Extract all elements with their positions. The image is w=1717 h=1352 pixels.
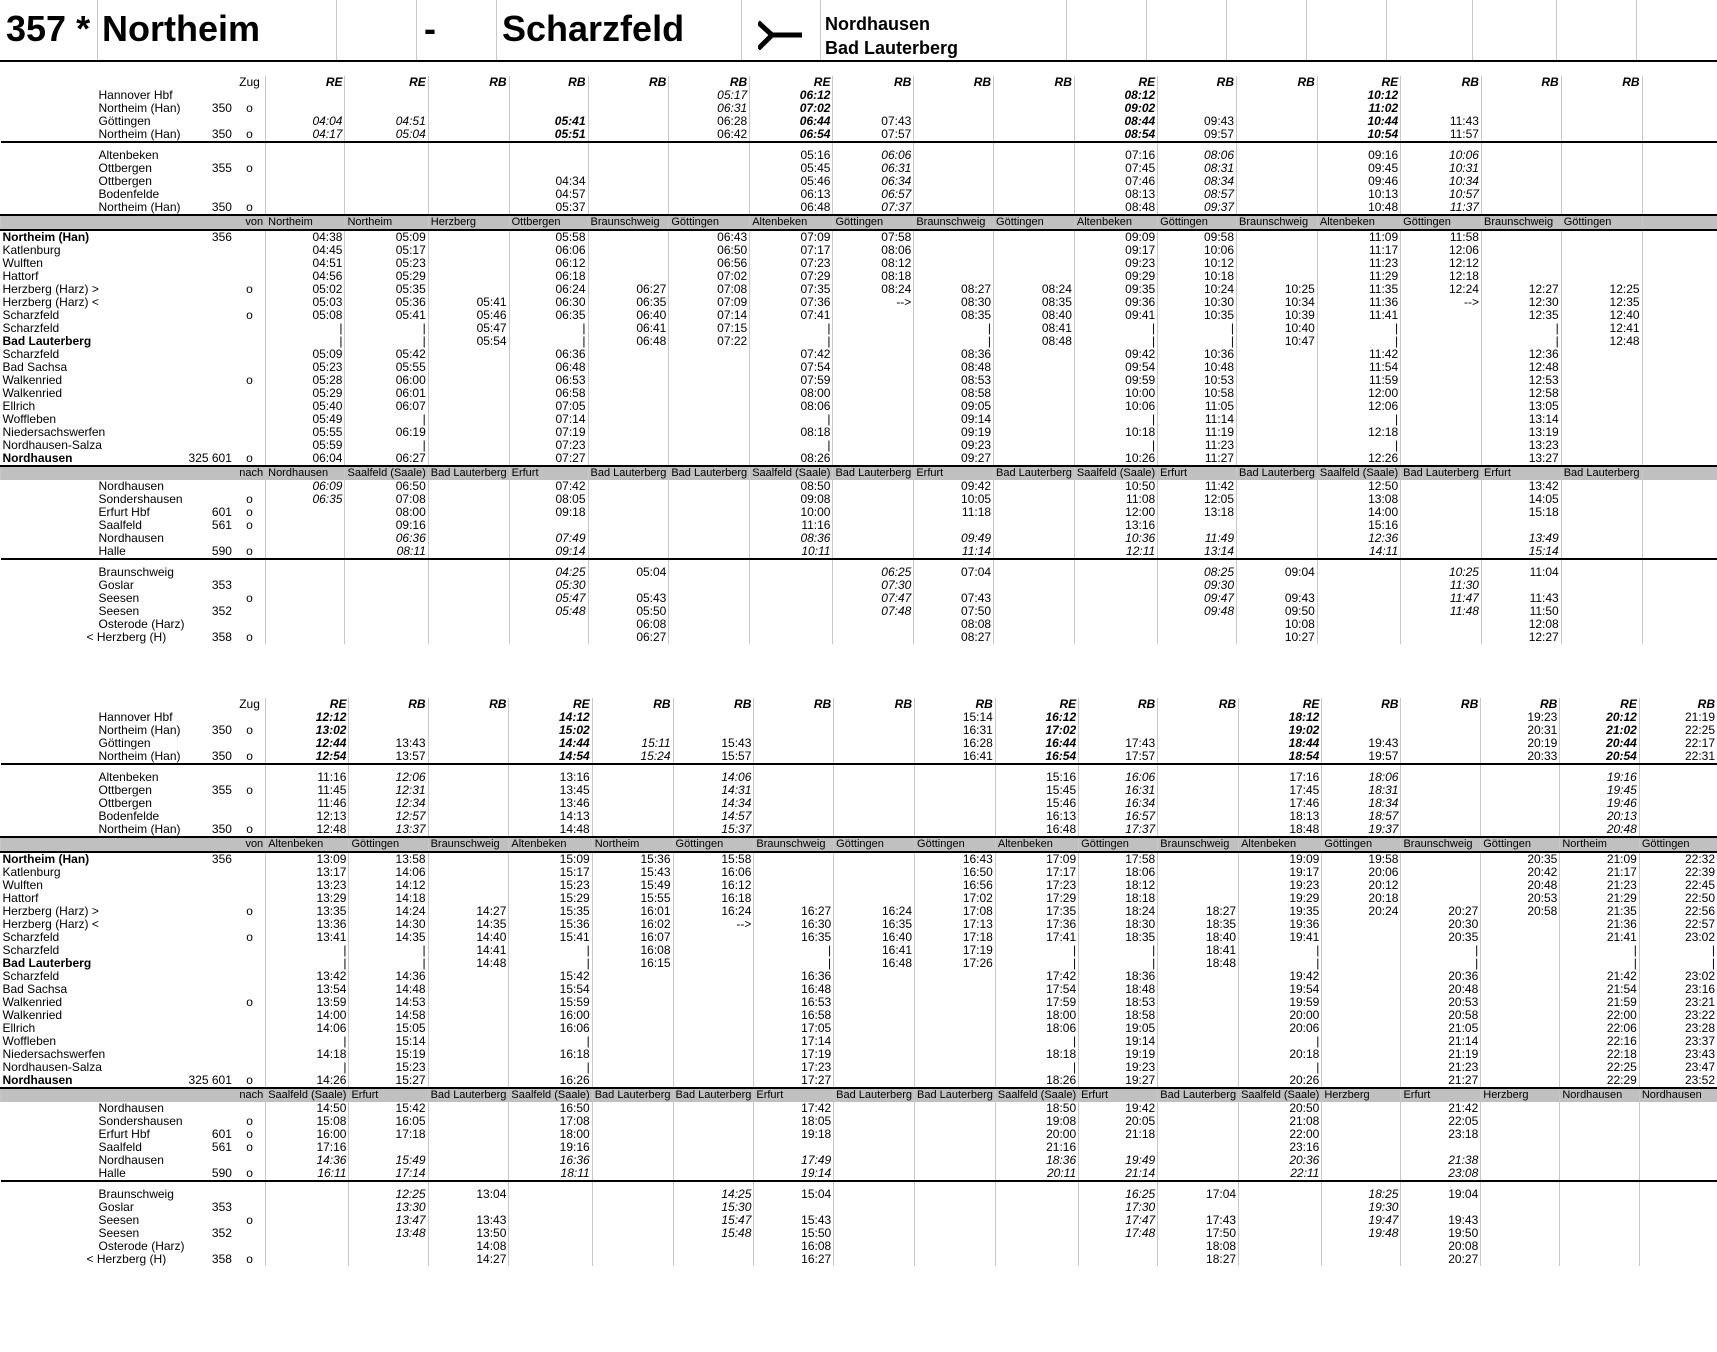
station-name: Scharzfeld [2,931,60,944]
train-type: RB [1158,76,1237,89]
train-type: RB [673,698,754,711]
timetable-row: Walkenried 05:29 06:01 06:58 08:00 08:58 10:00 10:58 12:00 12:58 [1,387,1717,400]
train-type-row [1,76,1717,89]
timetable-row: Nordhausen 06:36 07:49 08:36 09:49 10:36 11:49 12:36 13:49 [1,532,1717,545]
station-name: Seesen [98,1213,140,1227]
station-name: Seesen [98,1226,140,1240]
train-type: RB [349,698,428,711]
station-name: Northeim (Han) [98,822,181,836]
station-name: Osterode (Harz) [98,1239,185,1253]
station-name: Altenbeken [98,148,159,162]
station-name: Woffleben [2,1035,57,1048]
station-name: Scharzfeld [2,944,60,957]
train-type: RB [914,76,994,89]
timetable-row: Sondershausen o 15:08 16:05 17:08 18:05 19:08 20:05 21:08 22:05 [1,1115,1717,1128]
timetable-row: Northeim (Han) 356 13:09 13:58 15:09 15:36 15:58 16:43 17:09 17:58 19:09 19:58 20:35 21:09 22:32 [2,852,1715,866]
station-name: < Herzberg (H) [86,1252,167,1266]
branch-destination-2: Bad Lauterberg [825,38,959,58]
timetable-row: Ellrich 14:06 15:05 16:06 17:05 18:06 19:05 20:06 21:05 22:06 23:28 [2,1022,1715,1035]
station-name: Northeim (Han) [98,200,181,214]
station-name: Nordhausen-Salza [2,439,102,452]
timetable-row: Hattorf 13:29 14:18 15:29 15:55 16:18 17:02 17:29 18:18 19:29 20:18 20:53 21:29 22:50 [2,892,1715,905]
timetable-row: Seesen o 05:47 05:43 07:47 07:43 09:47 09:43 11:47 11:43 [1,592,1717,605]
destination-band: nach Nordhausen Saalfeld (Saale) Bad Lauterberg Erfurt Bad Lauterberg Bad Lauterberg Saalfeld (Saale) Bad Lauterberg Erfurt Bad Lauterberg Saalfeld (Saale) Erfurt Bad Lauterberg Saalfeld (Saale) Bad Lauterberg Erfurt Bad Lauterberg [1,466,1717,480]
station-name: Walkenried [2,1009,63,1022]
station-name: Seesen [98,604,140,618]
train-type: RB [915,698,996,711]
timetable-row: Ellrich 05:40 06:07 07:05 08:06 09:05 10:06 11:05 12:06 13:05 [1,400,1717,413]
station-name: < Herzberg (H) [86,630,167,644]
timetable-row: < Herzberg (H) 358 o 06:27 08:27 10:27 12:27 [1,631,1717,644]
station-name: Seesen [98,591,140,605]
train-type: RB [1639,698,1717,711]
timetable-row: Northeim (Han) 350 o 04:17 05:04 05:51 06:42 06:54 07:57 08:54 09:57 10:54 11:57 [1,128,1717,142]
timetable-row: < Herzberg (H) 358 o 14:27 16:27 18:27 20:27 [1,1253,1717,1266]
timetable-row: Osterode (Harz) 14:08 16:08 18:08 20:08 [1,1240,1717,1253]
station-name: Altenbeken [98,770,159,784]
timetable-row: Scharzfeld | | 14:41 | 16:08 | 16:41 17:19 | | 18:41 | | | | [2,944,1715,957]
train-type: RB [1079,698,1158,711]
timetable-row: Katlenburg 04:45 05:17 06:06 06:50 07:17 08:06 09:17 10:06 11:17 12:06 [1,244,1717,257]
station-name: Woffleben [2,413,57,426]
station-name: Herzberg (Harz) > [2,905,99,918]
timetable-row: Walkenried 14:00 14:58 16:00 16:58 18:00 18:58 20:00 20:58 22:00 23:22 [2,1009,1715,1022]
train-type: RB [1401,76,1482,89]
timetable-row: Hattorf 04:56 05:29 06:18 07:02 07:29 08:18 09:29 10:18 11:29 12:18 [1,270,1717,283]
station-name: Walkenried [2,996,63,1009]
train-label: Zug [239,698,260,711]
timetable-row: Halle 590 o 08:11 09:14 10:11 11:14 12:11 13:14 14:11 15:14 [1,545,1717,559]
station-name: Erfurt Hbf [98,1127,150,1141]
timetable-row: Niedersachswerfen 05:55 06:19 07:19 08:18 09:19 10:18 11:19 12:18 13:19 [1,426,1717,439]
timetable-row: Bodenfelde 12:13 12:57 14:13 14:57 16:13 16:57 18:13 18:57 20:13 [1,810,1717,823]
timetable-row: Nordhausen 325 601 o 06:04 06:27 07:27 08:26 09:27 10:26 11:27 12:26 13:27 [1,452,1717,466]
timetable-row: Scharzfeld o 13:41 14:35 14:40 15:41 16:07 16:35 16:40 17:18 17:41 18:35 18:40 19:41 20:35 21:41 23:02 [2,931,1715,944]
station-name: Northeim (Han) [98,127,181,141]
station-name: Halle [98,1166,126,1180]
train-type: RE [509,698,592,711]
branch-arrow-icon [758,20,802,55]
timetable-row: Scharzfeld | | 05:47 | 06:41 07:15 | | 08:41 | | 10:40 | | 12:41 [1,322,1717,335]
timetable-row: Woffleben | 15:14 | 17:14 | 19:14 | 21:14 22:16 23:37 [2,1035,1715,1048]
timetable-row: Göttingen 04:04 04:51 05:41 06:28 06:44 07:43 08:44 09:43 10:44 11:43 [1,115,1717,128]
station-name: Osterode (Harz) [98,617,185,631]
train-type: RE [1560,698,1640,711]
train-type: RE [266,76,345,89]
station-name: Scharzfeld [2,322,60,335]
station-name: Herzberg (Harz) < [2,918,99,931]
timetable-row: Ottbergen 04:34 05:46 06:34 07:46 08:34 09:46 10:34 [1,175,1717,188]
timetable-row: Katlenburg 13:17 14:06 15:17 15:43 16:06 16:50 17:17 18:06 19:17 20:06 20:42 21:17 22:39 [2,866,1715,879]
timetable-row: Wulften 04:51 05:23 06:12 06:56 07:23 08:12 09:23 10:12 11:23 12:12 [1,257,1717,270]
timetable-row: Ottbergen 355 o 11:45 12:31 13:45 14:31 15:45 16:31 17:45 18:31 19:45 [1,784,1717,797]
station-name: Northeim (Han) [98,723,181,737]
timetable-row: Sondershausen o 06:35 07:08 08:05 09:08 10:05 11:08 12:05 13:08 14:05 [1,493,1717,506]
station-name: Sondershausen [98,492,183,506]
route-dash: - [424,8,436,49]
station-name: Bad Sachsa [2,361,68,374]
station-name: Northeim (Han) [98,101,181,115]
timetable-row: Altenbeken 05:16 06:06 07:16 08:06 09:16 10:06 [1,149,1717,162]
train-type: RB [1481,698,1560,711]
timetable-row: Northeim (Han) 350 o 05:37 06:48 07:37 08:48 09:37 10:48 11:37 [1,201,1717,215]
station-name: Katlenburg [2,866,61,879]
station-name: Bad Lauterberg [2,957,92,970]
timetable-row: Walkenried o 05:28 06:00 06:53 07:59 08:53 09:59 10:53 11:59 12:53 [1,374,1717,387]
timetable-row: Nordhausen 14:50 15:42 16:50 17:42 18:50 19:42 20:50 21:42 [1,1102,1717,1115]
station-name: Bad Sachsa [2,983,68,996]
timetable-row: Saalfeld 561 o 09:16 11:16 13:16 15:16 [1,519,1717,532]
train-type: RE [995,698,1078,711]
timetable-row: Herzberg (Harz) > o 05:02 05:35 06:24 06:27 07:08 07:35 08:24 08:27 08:24 09:35 10:24 10:25 11:35 12:24 12:27 12:25 [1,283,1717,296]
timetable-row: Bad Lauterberg | | 14:48 | 16:15 | 16:48 17:26 | | 18:48 | | | | [2,957,1715,970]
timetable-row: Walkenried o 13:59 14:53 15:59 16:53 17:59 18:53 19:59 20:53 21:59 23:21 [2,996,1715,1009]
timetable-row: Saalfeld 561 o 17:16 19:16 21:16 23:16 [1,1141,1717,1154]
train-type-row [1,698,1717,711]
timetable-row: Herzberg (Harz) > o 13:35 14:24 14:27 15:35 16:01 16:24 16:27 16:24 17:08 17:35 18:24 18:27 19:35 20:24 20:27 20:58 21:35 22:56 [2,905,1715,918]
station-name: Bodenfelde [98,809,160,823]
train-type: RB [428,698,509,711]
timetable-row: Northeim (Han) 350 o 12:48 13:37 14:48 15:37 16:48 17:37 18:48 19:37 20:48 [1,823,1717,837]
train-type: RB [592,698,673,711]
route-number: 357 * [6,8,91,49]
station-name: Ellrich [2,400,36,413]
timetable-row: Halle 590 o 16:11 17:14 18:11 19:14 20:11 21:14 22:11 23:08 [1,1167,1717,1181]
timetable-row: Nordhausen 325 601 o 14:26 15:27 16:26 17:27 18:26 19:27 20:26 21:27 22:29 23:52 [2,1074,1715,1087]
train-type: RB [834,698,915,711]
train-type: RE [1074,76,1157,89]
train-type: RE [1239,698,1322,711]
timetable-row: Göttingen 12:44 13:43 14:44 15:11 15:43 16:28 16:44 17:43 18:44 19:43 20:19 20:44 22:17 [1,737,1717,750]
timetable-row: Seesen o 13:47 13:43 15:47 15:43 17:47 17:43 19:47 19:43 [1,1214,1717,1227]
timetable-row: Herzberg (Harz) < 05:03 05:36 05:41 06:30 06:35 07:09 07:36 --> 08:30 08:35 09:36 10:30 10:34 11:36 --> 12:30 12:35 [1,296,1717,309]
timetable-row: Nordhausen 06:09 06:50 07:42 08:50 09:42 10:50 11:42 12:50 13:42 [1,480,1717,493]
station-name: Nordhausen [2,452,73,465]
timetable-row: Seesen 352 05:48 05:50 07:48 07:50 09:48 09:50 11:48 11:50 [1,605,1717,618]
station-name: Bodenfelde [98,187,160,201]
train-type: RB [428,76,509,89]
timetable-row: Erfurt Hbf 601 o 08:00 09:18 10:00 11:18 12:00 13:18 14:00 15:18 [1,506,1717,519]
station-name: Herzberg (Harz) > [2,283,99,296]
station-name: Wulften [2,879,43,892]
station-name: Walkenried [2,387,63,400]
timetable-row: Woffleben 05:49 | 07:14 | 09:14 | 11:14 | 13:14 [1,413,1717,426]
timetable-header [0,0,1717,62]
timetable-row: Hannover Hbf 05:17 06:12 08:12 10:12 [1,89,1717,102]
station-name: Northeim (Han) [1,230,187,244]
timetable-row: Scharzfeld 13:42 14:36 15:42 16:36 17:42 18:36 19:42 20:36 21:42 23:02 [2,970,1715,983]
station-name: Hattorf [2,892,39,905]
timetable-block-morning [0,76,1717,644]
station-name: Herzberg (Harz) < [2,296,99,309]
train-type: RB [1158,698,1239,711]
station-name: Northeim (Han) [1,852,187,866]
timetable-row: Nordhausen-Salza | 15:23 | 17:23 | 19:23 | 21:23 22:25 23:47 [2,1061,1715,1074]
timetable-row: Niedersachswerfen 14:18 15:19 16:18 17:19 18:18 19:19 20:18 21:19 22:18 23:43 [2,1048,1715,1061]
timetable-row: Northeim (Han) 350 o 13:02 15:02 16:31 17:02 19:02 20:31 21:02 22:25 [1,724,1717,737]
route-origin: Northeim [102,8,261,49]
station-name: Hannover Hbf [98,88,173,102]
train-type: RB [1481,76,1561,89]
timetable-row: Osterode (Harz) 06:08 08:08 10:08 12:08 [1,618,1717,631]
station-name: Hannover Hbf [98,710,173,724]
timetable-row: Ottbergen 355 o 05:45 06:31 07:45 08:31 09:45 10:31 [1,162,1717,175]
station-name: Ottbergen [98,161,152,175]
station-name: Scharzfeld [2,348,60,361]
train-type: RB [1561,76,1642,89]
station-name: Hattorf [2,270,39,283]
timetable-row: Nordhausen 14:36 15:49 16:36 17:49 18:36 19:49 20:36 21:38 [1,1154,1717,1167]
station-name: Ottbergen [98,783,152,797]
train-type: RE [1317,76,1400,89]
timetable-row: Braunschweig 04:25 05:04 06:25 07:04 08:25 09:04 10:25 11:04 [1,566,1717,579]
timetable-row: Goslar 353 13:30 15:30 17:30 19:30 [1,1201,1717,1214]
station-name: Nordhausen [98,1153,164,1167]
station-name: Braunschweig [98,1187,174,1201]
station-name: Scharzfeld [2,309,60,322]
station-name: Northeim (Han) [98,749,181,763]
station-name: Göttingen [98,114,151,128]
train-type: RB [1237,76,1318,89]
station-name: Ottbergen [98,796,152,810]
station-name: Saalfeld [98,1140,142,1154]
timetable-row: Goslar 353 05:30 07:30 09:30 11:30 [1,579,1717,592]
train-type: RB [754,698,834,711]
timetable-row: Northeim (Han) 350 o 12:54 13:57 14:54 15:24 15:57 16:41 16:54 17:57 18:54 19:57 20:33 20:54 22:31 [1,750,1717,764]
timetable-row: Northeim (Han) 350 o 06:31 07:02 09:02 11:02 [1,102,1717,115]
timetable-row: Seesen 352 13:48 13:50 15:48 15:50 17:48 17:50 19:48 19:50 [1,1227,1717,1240]
route-destination: Scharzfeld [502,8,685,49]
station-name: Walkenried [2,374,63,387]
station-name: Goslar [98,578,134,592]
timetable-row: Scharzfeld o 05:08 05:41 05:46 06:35 06:40 07:14 07:41 08:35 08:40 09:41 10:35 10:39 11:41 12:35 12:40 [1,309,1717,322]
origin-band: von Altenbeken Göttingen Braunschweig Altenbeken Northeim Göttingen Braunschweig Göttingen Göttingen Altenbeken Göttingen Braunschweig Altenbeken Göttingen Braunschweig Göttingen Northeim Göttingen [1,837,1717,852]
station-name: Nordhausen-Salza [2,1061,102,1074]
timetable-row: Bad Sachsa 05:23 05:55 06:48 07:54 08:48 09:54 10:48 11:54 12:48 [1,361,1717,374]
station-name: Bad Lauterberg [2,335,92,348]
timetable-row: Altenbeken 11:16 12:06 13:16 14:06 15:16 16:06 17:16 18:06 19:16 [1,771,1717,784]
station-name: Ottbergen [98,174,152,188]
train-type: RB [1322,698,1401,711]
train-type: RB [1401,698,1481,711]
station-name: Erfurt Hbf [98,505,150,519]
station-name: Ellrich [2,1022,36,1035]
timetable-row: Bad Lauterberg | | 05:54 | 06:48 07:22 | | 08:48 | | 10:47 | | 12:48 [1,335,1717,348]
station-name: Goslar [98,1200,134,1214]
train-type [1642,76,1717,89]
train-type: RE [750,76,833,89]
station-name: Niedersachswerfen [2,1048,106,1061]
timetable-row: Bodenfelde 04:57 06:13 06:57 08:13 08:57 10:13 10:57 [1,188,1717,201]
timetable-row: Wulften 13:23 14:12 15:23 15:49 16:12 16:56 17:23 18:12 19:23 20:12 20:48 21:23 22:45 [2,879,1715,892]
timetable-row: Braunschweig 12:25 13:04 14:25 15:04 16:25 17:04 18:25 19:04 [1,1188,1717,1201]
timetable-row: Bad Sachsa 13:54 14:48 15:54 16:48 17:54 18:48 19:54 20:48 21:54 23:16 [2,983,1715,996]
station-name: Halle [98,544,126,558]
station-name: Nordhausen [98,531,164,545]
station-name: Sondershausen [98,1114,183,1128]
station-name: Nordhausen [98,479,164,493]
train-type: RB [588,76,669,89]
destination-band: nach Saalfeld (Saale) Erfurt Bad Lauterberg Saalfeld (Saale) Bad Lauterberg Bad Lauterberg Erfurt Bad Lauterberg Bad Lauterberg Saalfeld (Saale) Erfurt Bad Lauterberg Saalfeld (Saale) Herzberg Erfurt Herzberg Nordhausen Nordhausen [1,1088,1717,1102]
train-type: RE [345,76,428,89]
train-type: RB [509,76,588,89]
station-name: Katlenburg [2,244,61,257]
timetable-row: Northeim (Han) 356 04:38 05:09 05:58 06:43 07:09 07:58 09:09 09:58 11:09 11:58 [1,230,1717,244]
timetable-row: Ottbergen 11:46 12:34 13:46 14:34 15:46 16:34 17:46 18:34 19:46 [1,797,1717,810]
station-name: Nordhausen [2,1074,73,1087]
train-label: Zug [239,76,260,89]
timetable-row: Erfurt Hbf 601 o 16:00 17:18 18:00 19:18 20:00 21:18 22:00 23:18 [1,1128,1717,1141]
train-type: RB [833,76,914,89]
station-name: Nordhausen [98,1101,164,1115]
timetable-block-afternoon [0,698,1717,1266]
station-name: Göttingen [98,736,151,750]
station-name: Braunschweig [98,565,174,579]
station-name: Saalfeld [98,518,142,532]
station-name: Wulften [2,257,43,270]
train-type: RB [669,76,750,89]
timetable-row: Hannover Hbf 12:12 14:12 15:14 16:12 18:12 19:23 20:12 21:19 [1,711,1717,724]
origin-band: von Northeim Northeim Herzberg Ottbergen Braunschweig Göttingen Altenbeken Göttingen Braunschweig Göttingen Altenbeken Göttingen Braunschweig Altenbeken Göttingen Braunschweig Göttingen [1,215,1717,230]
branch-destination-1: Nordhausen [825,14,931,34]
timetable-row: Scharzfeld 05:09 05:42 06:36 07:42 08:36 09:42 10:36 11:42 12:36 [1,348,1717,361]
timetable-row: Herzberg (Harz) < 13:36 14:30 14:35 15:36 16:02 --> 16:30 16:35 17:13 17:36 18:30 18:35 19:36 20:30 21:36 22:57 [2,918,1715,931]
station-name: Scharzfeld [2,970,60,983]
train-type: RB [994,76,1075,89]
train-type: RE [266,698,349,711]
timetable-row: Nordhausen-Salza 05:59 | 07:23 | 09:23 | 11:23 | 13:23 [1,439,1717,452]
station-name: Niedersachswerfen [2,426,106,439]
